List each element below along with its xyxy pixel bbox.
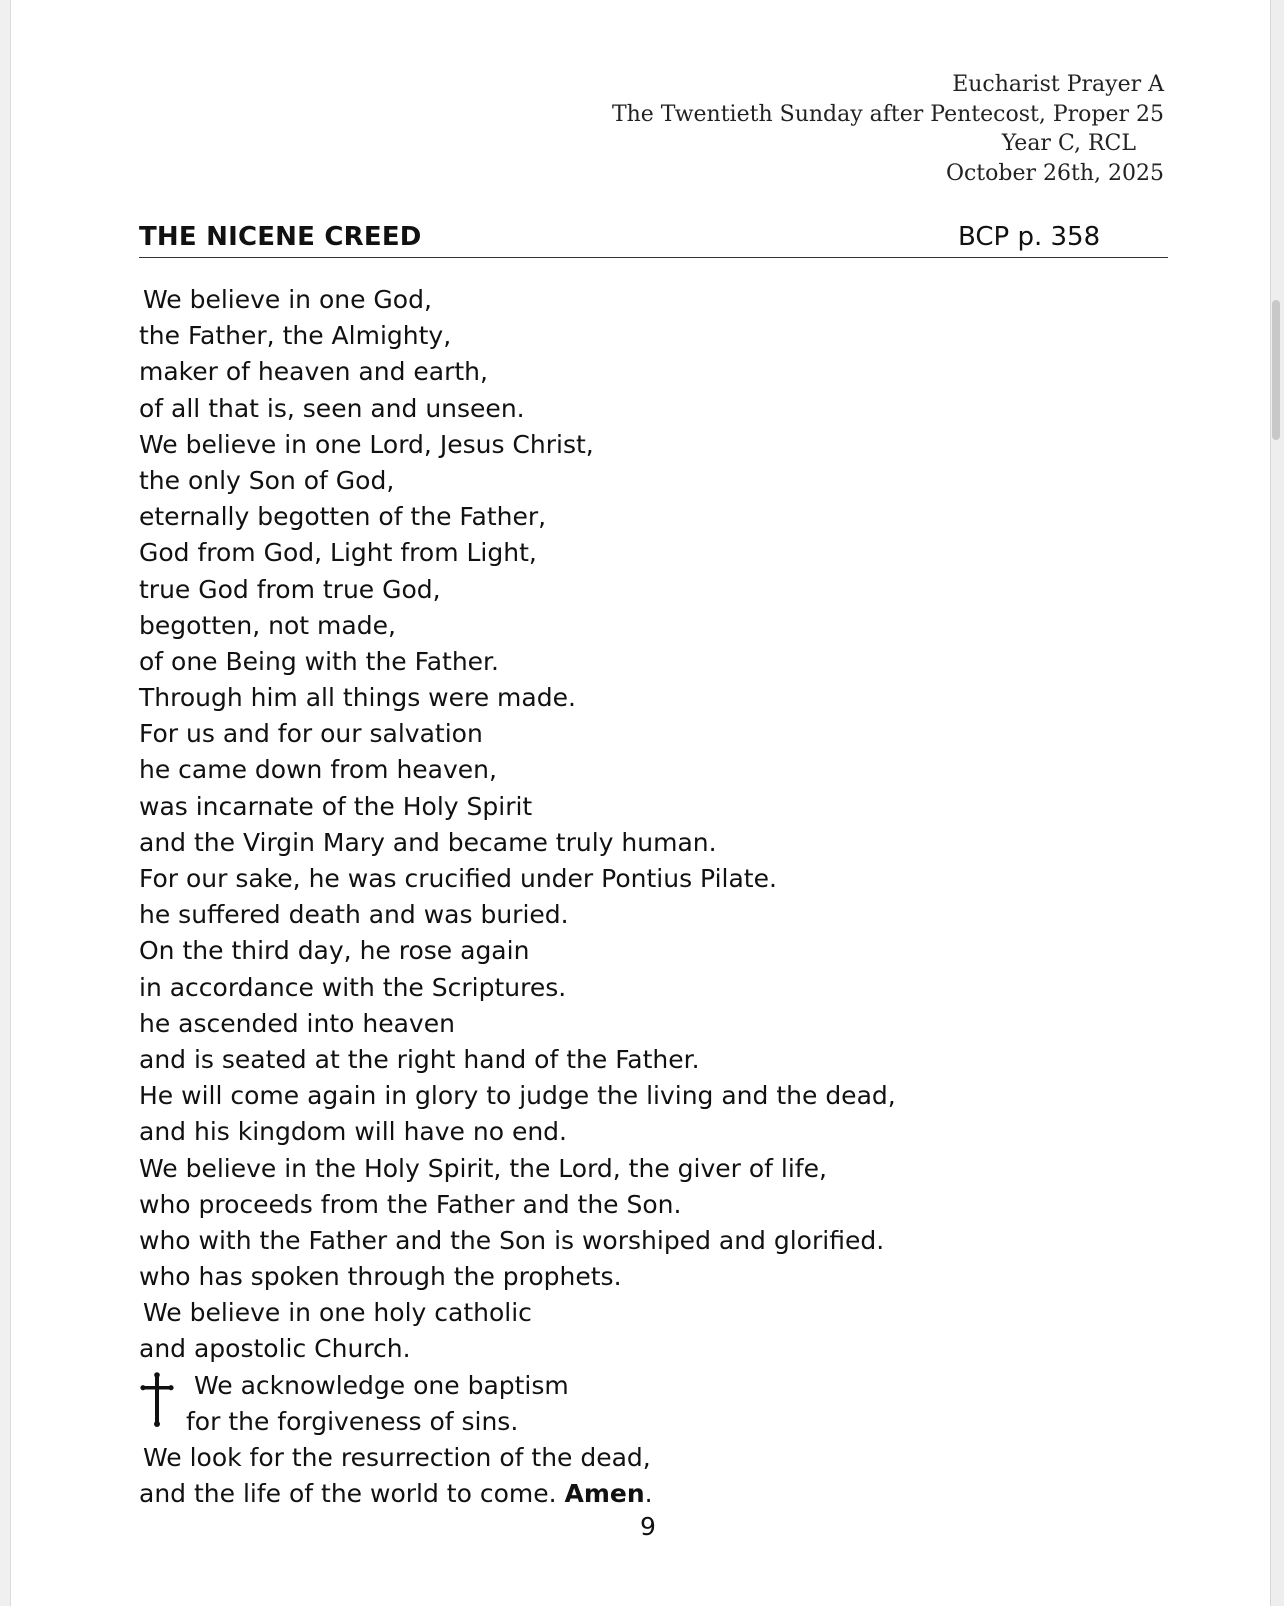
scrollbar-thumb[interactable] — [1272, 300, 1280, 440]
creed-line: and his kingdom will have no end. — [139, 1117, 567, 1147]
bcp-page-reference: BCP p. 358 — [958, 222, 1101, 252]
title-divider — [139, 257, 1168, 258]
creed-line: For our sake, he was crucified under Pontius Pilate. — [139, 864, 777, 893]
creed-line: We believe in the Holy Spirit, the Lord, the giver of life, — [139, 1153, 827, 1183]
creed-line: We believe in one Lord, Jesus Christ, — [139, 429, 594, 459]
creed-line: We look for the resurrection of the dead, — [143, 1443, 651, 1472]
final-punctuation: . — [644, 1479, 653, 1509]
creed-line: We believe in one holy catholic — [143, 1298, 532, 1328]
creed-line: Through him all things were made. — [139, 683, 576, 713]
creed-line: he suffered death and was buried. — [139, 900, 569, 930]
creed-line: On the third day, he rose again — [139, 936, 530, 966]
creed-line: was incarnate of the Holy Spirit — [139, 791, 533, 821]
creed-line: and apostolic Church. — [139, 1334, 411, 1364]
creed-line: true God from true God, — [139, 574, 441, 604]
creed-text — [139, 282, 896, 1512]
creed-line: We acknowledge one baptism — [194, 1370, 569, 1400]
creed-line: and is seated at the right hand of the Father. — [139, 1044, 700, 1074]
creed-line: of all that is, seen and unseen. — [139, 393, 525, 423]
creed-line: the only Son of God, — [139, 465, 395, 495]
section-title: THE NICENE CREED — [139, 222, 422, 252]
page-left-edge — [0, 0, 11, 1606]
creed-line: eternally begotten of the Father, — [139, 502, 547, 532]
creed-line: who with the Father and the Son is worshiped and glorified. — [139, 1225, 885, 1255]
creed-line: maker of heaven and earth, — [139, 357, 488, 387]
service-header — [612, 70, 1164, 188]
liturgical-year: Year C, RCL — [1001, 131, 1136, 156]
service-date: October 26th, 2025 — [945, 160, 1164, 186]
creed-line: he ascended into heaven — [139, 1008, 455, 1038]
page-number: 9 — [640, 1512, 656, 1541]
creed-line: We believe in one God, — [143, 285, 432, 314]
creed-line: God from God, Light from Light, — [139, 538, 537, 568]
cross-icon — [140, 1372, 174, 1428]
creed-line: who has spoken through the prophets. — [139, 1262, 622, 1292]
creed-line: for the forgiveness of sins. — [186, 1406, 519, 1436]
creed-final-line — [139, 1476, 896, 1512]
creed-line: the Father, the Almighty, — [139, 321, 452, 351]
creed-line: of one Being with the Father. — [139, 646, 499, 676]
creed-line: He will come again in glory to judge the living and the dead, — [139, 1081, 896, 1111]
amen-response: Amen — [564, 1479, 645, 1509]
creed-line: in accordance with the Scriptures. — [139, 972, 567, 1002]
creed-line: who proceeds from the Father and the Son. — [139, 1189, 682, 1219]
creed-line: begotten, not made, — [139, 610, 396, 640]
creed-line: and the life of the world to come. — [139, 1479, 557, 1509]
creed-line: For us and for our salvation — [139, 719, 483, 749]
scrollbar-track[interactable] — [1270, 0, 1284, 1606]
creed-line: he came down from heaven, — [139, 755, 497, 785]
occasion: The Twentieth Sunday after Pentecost, Proper 25 — [611, 101, 1164, 127]
creed-line: and the Virgin Mary and became truly human. — [139, 827, 717, 857]
service-name: Eucharist Prayer A — [952, 72, 1164, 97]
